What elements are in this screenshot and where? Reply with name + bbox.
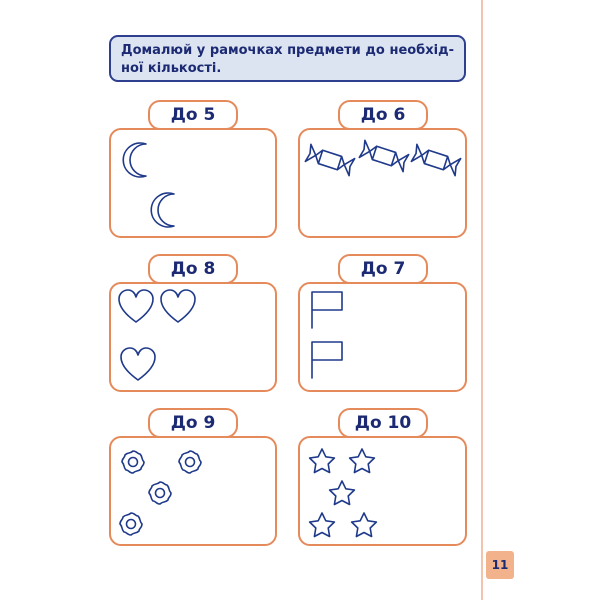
task-label-6: До 10	[338, 408, 428, 438]
task-frame-2[interactable]	[298, 128, 467, 238]
candy-icon	[359, 140, 408, 171]
page-edge-line	[481, 0, 483, 600]
task-label-5: До 9	[148, 408, 238, 438]
candy-icon	[305, 144, 354, 175]
star-icon	[310, 449, 335, 473]
star-icon	[350, 449, 375, 473]
candy-icon	[411, 144, 460, 175]
task-frame-5[interactable]	[109, 436, 277, 546]
flower-icon	[120, 513, 142, 535]
star-icon	[330, 481, 355, 505]
moon-icon	[151, 193, 174, 227]
instruction-box: Домалюй у рамочках предмети до необхід- ної кількості.	[109, 35, 466, 82]
flower-icon	[149, 482, 171, 504]
star-icon	[352, 513, 377, 537]
heart-icon	[121, 348, 155, 380]
flag-icon	[312, 292, 342, 328]
flower-icon	[122, 451, 144, 473]
task-label-3: До 8	[148, 254, 238, 284]
flower-icon	[179, 451, 201, 473]
heart-icon	[161, 290, 195, 322]
star-icon	[310, 513, 335, 537]
task-frame-3[interactable]	[109, 282, 277, 392]
moon-icon	[123, 143, 146, 177]
page-number: 11	[486, 551, 514, 579]
task-frame-6[interactable]	[298, 436, 467, 546]
task-frame-4[interactable]	[298, 282, 467, 392]
task-label-4: До 7	[338, 254, 428, 284]
task-label-1: До 5	[148, 100, 238, 130]
task-frame-1[interactable]	[109, 128, 277, 238]
heart-icon	[119, 290, 153, 322]
task-label-2: До 6	[338, 100, 428, 130]
flag-icon	[312, 342, 342, 378]
